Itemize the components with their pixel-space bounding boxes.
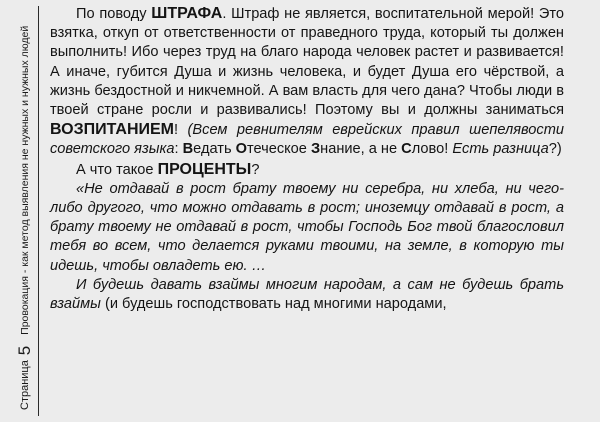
side-strip (0, 0, 40, 422)
bold-letter: З (310, 141, 321, 158)
page-label: Страница (19, 360, 31, 410)
paragraph-quote (50, 180, 564, 276)
text-run: лово! (411, 141, 453, 158)
page-body (50, 4, 564, 314)
text-run: течеcкое (246, 141, 311, 158)
italic-remark: Есть разница (452, 141, 549, 158)
bold-term-upbringing: ВОЗПИТАНИЕМ (50, 121, 174, 139)
paragraph-fine (50, 4, 564, 160)
text-run: ?) (548, 141, 562, 158)
text-run: ? (251, 161, 260, 178)
side-divider (38, 6, 39, 416)
text-run: А что такое (76, 161, 158, 178)
text-run: : (174, 141, 183, 158)
italic-quote: «Не отдавай в рост брату твоему ни серебра, ни хлеба, ни чего-либо другого, что можно отдавать в рост; иноземцу отдавай в рост, а брату твоему не отдавай в рост, чтобы Господь Бог твой благословил тебя во всем, что делается руками твоими, на земле, в которую ты идешь, чтобы овладеть ею. … (50, 180, 564, 274)
text-run: ! (174, 122, 188, 139)
bold-letter: О (235, 141, 247, 158)
paragraph-percents (50, 160, 564, 180)
page-number: 5 (15, 345, 34, 356)
text-run: едать (193, 141, 236, 158)
text-run: По поводу (76, 6, 152, 22)
paragraph-quote-continued (50, 276, 564, 314)
bold-letter: С (401, 141, 412, 158)
italic-quote: И будешь давать взаймы многим народам, а сам не будешь брать взаймы (50, 276, 564, 313)
bold-term-percents: ПРОЦЕНТЫ (157, 160, 252, 178)
text-run: . Штраф не является, воспитательной мерой! Это взятка, откуп от ответственности от праведного труда, который ты должен выполнить! Ибо через труд на благо народа человек растет и развивается! А иначе, губится Душа и жизнь человека, и будет Душа его чёрствой, а жизнь бездостной и никчемной. А вам власть для чего дана? Чтобы люди в твоей стране росли и развивались! Поэтому вы и должны заниматься (50, 6, 565, 119)
running-title: Провокация - как метод выявления не нужных и нужных людей (19, 25, 31, 335)
italic-remark: (Всем ревнителям еврейских правил шепелявости советского языка (50, 122, 564, 158)
text-run: нание, а не (320, 141, 402, 158)
bold-letter: В (182, 141, 194, 158)
side-running-header (15, 6, 34, 410)
bold-term-fine: ШТРАФА (151, 5, 223, 22)
text-run: (и будешь господствовать над многими народами, (100, 296, 447, 313)
